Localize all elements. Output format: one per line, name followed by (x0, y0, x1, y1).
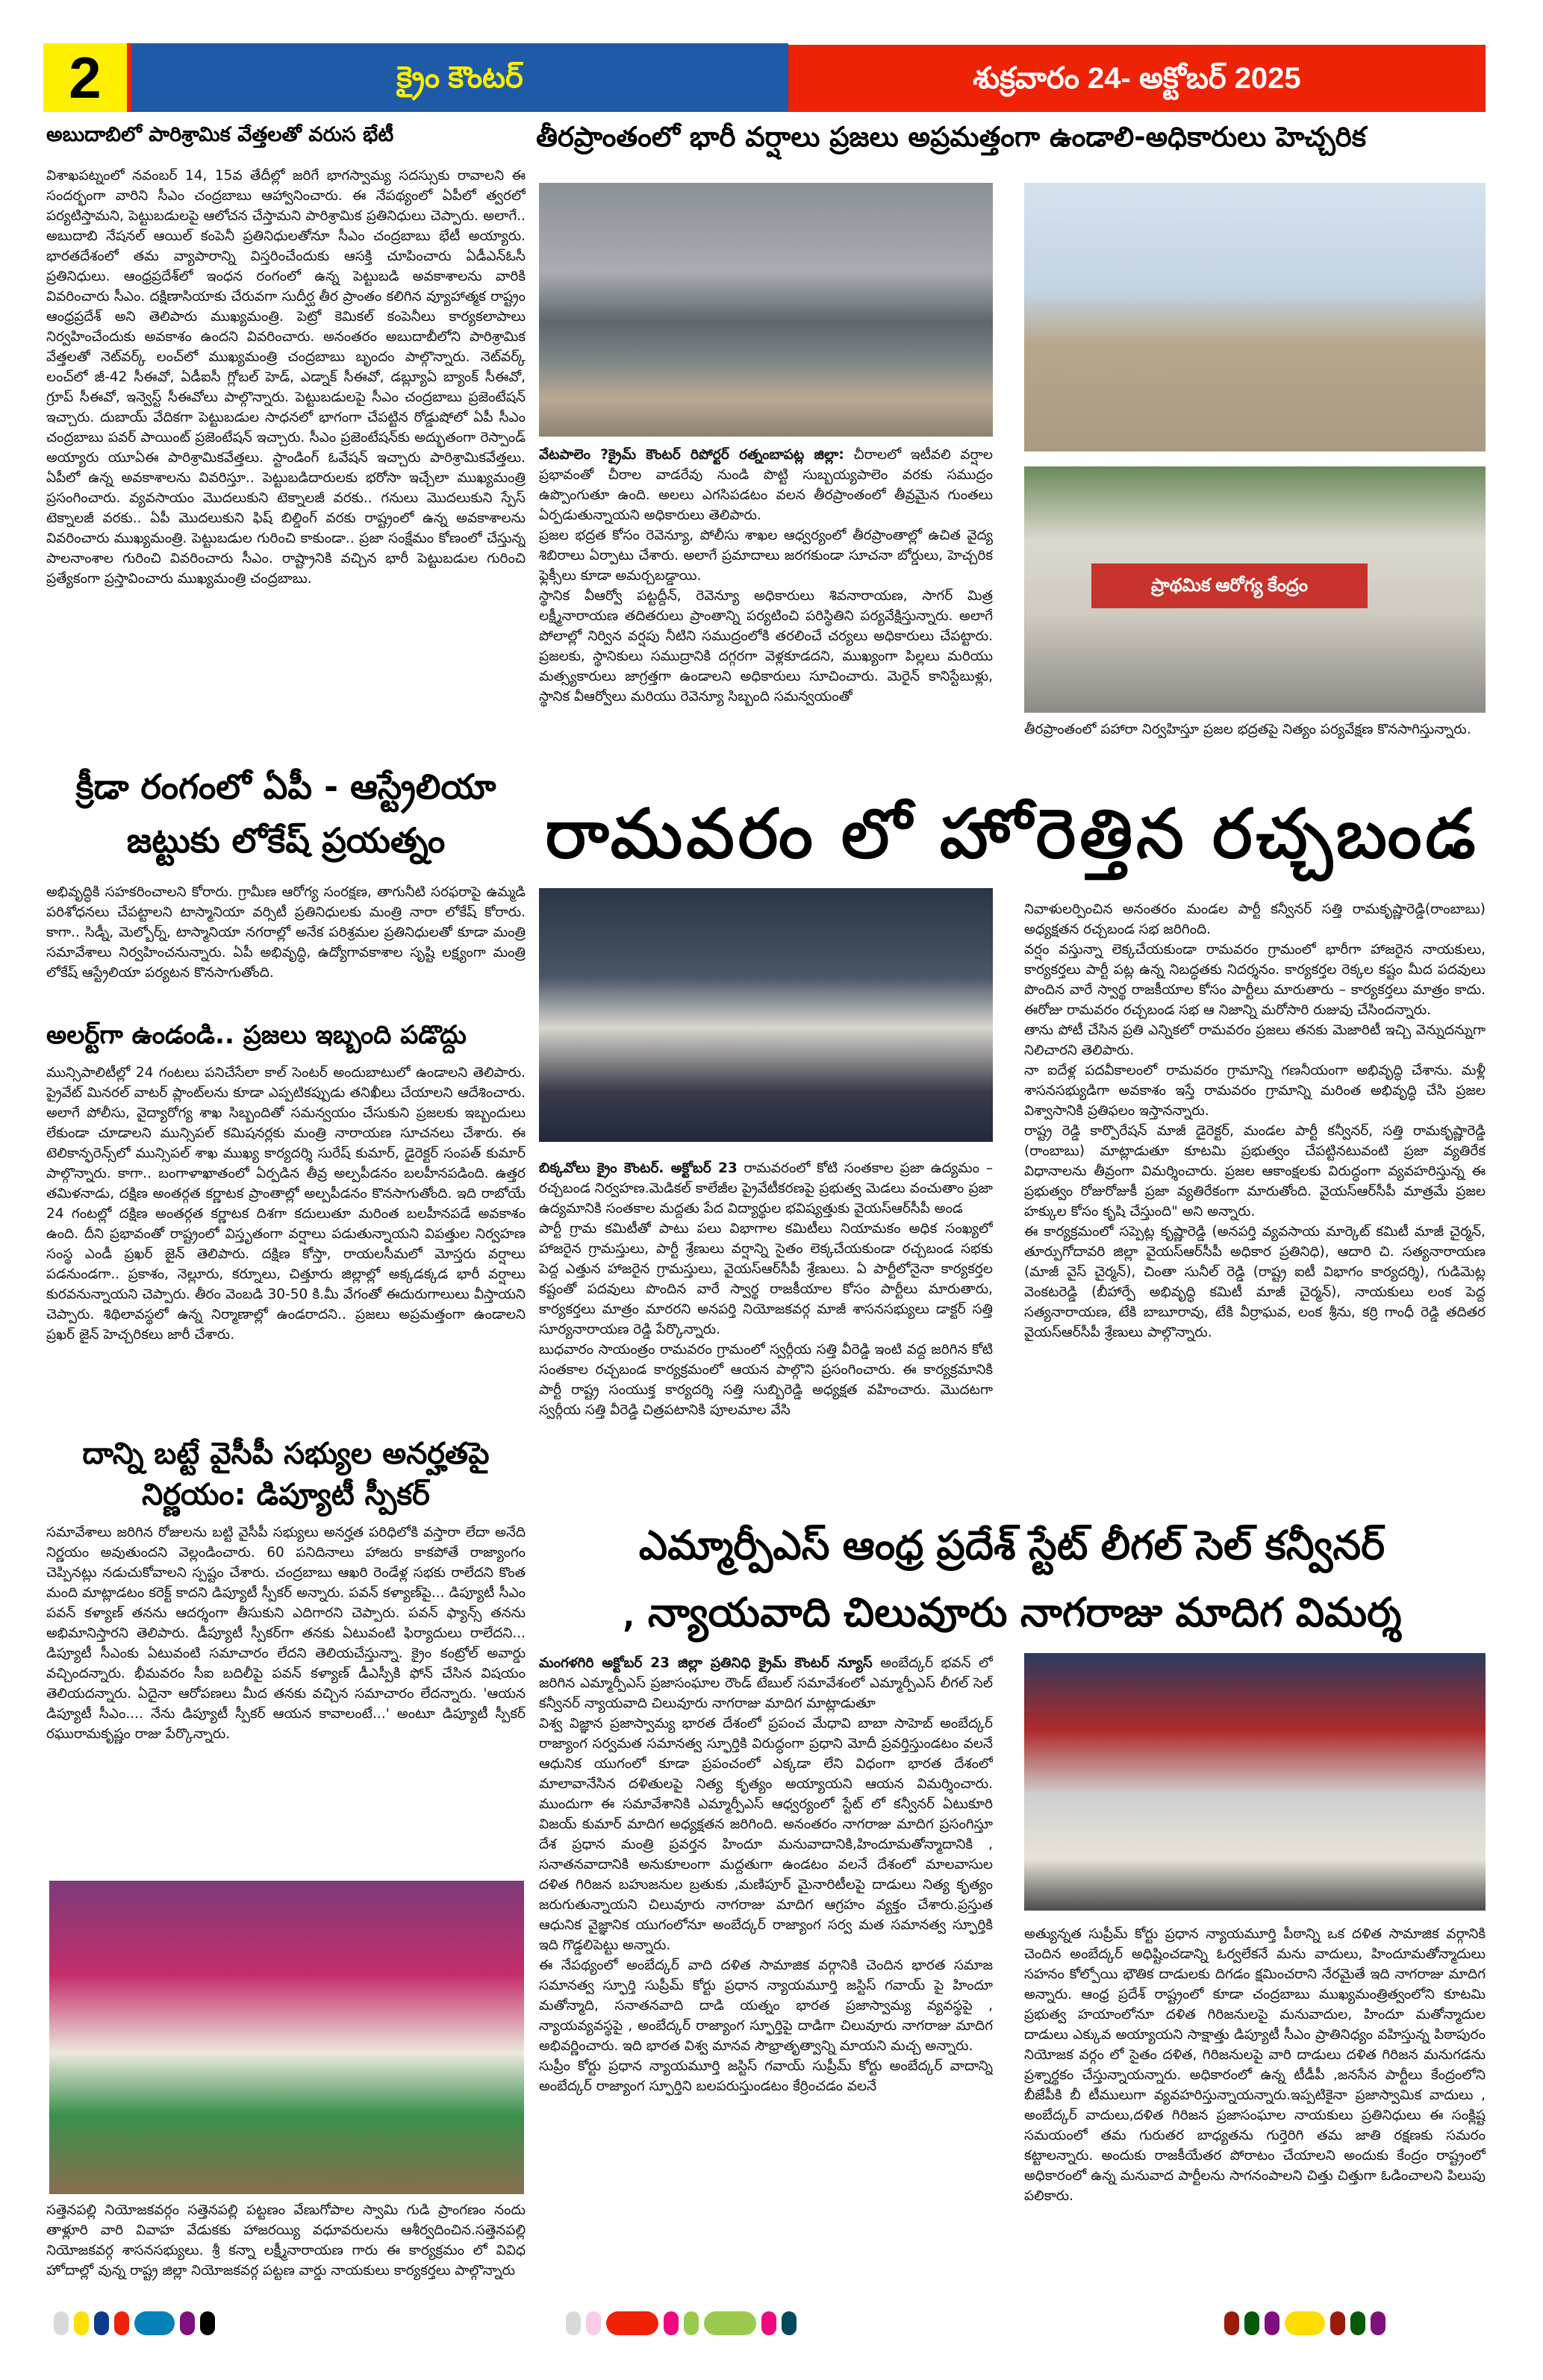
color-mark (200, 2311, 215, 2335)
color-mark (114, 2311, 129, 2335)
color-mark (782, 2311, 797, 2335)
wedding-photo-caption: సత్తెనపల్లి నియోజకవర్గం సత్తెనపల్లి పట్టణం వేణుగోపాల స్వామి గుడి ప్రాంగణం నందు తాళ్లూరి వారి వివాహ వేడుకకు హాజరయ్యి వధూవరులను ఆశీర్వదించిన.సత్తెనపల్లి నియోజకవర్గ శాసనసభ్యులు. శ్రీ కన్నా లక్ష్మీనారాయణ గారు ఈ కార్యక్రమం లో వివిధ హోదాల్లో వున్న రాష్ట్ర జిల్లా నియోజకవర్గ పట్టణ వార్డు నాయకులు కార్యకర్తలు పాల్గొన్నారు (46, 2202, 526, 2279)
article-paragraph: అంబేద్కర్ భవన్ లో జరిగిన ఎమ్మార్పీఎస్ ప్రజాసంఘాల రౌండ్ టేబుల్ సమావేశంలో ఎమ్మార్పీఎస్ లీగల్ సెల్ కన్వీనర్ న్యాయవాది చిలువూరు నాగరాజు మాదిగ మాట్లాడుతూ (539, 1655, 993, 1711)
article-paragraph: పార్టీ గ్రామ కమిటీతో పాటు పలు విభాగాల కమిటీలు నియామకం అధిక సంఖ్యలో హాజరైన గ్రామస్తులు, పార్టీ శ్రేణులు వర్షాన్ని సైతం లెక్కచేయకుండా రచ్చబండ సభకు పెద్ద ఎత్తున హాజరైన గ్రామస్తులు, వైయస్ఆర్‌సీపీ శ్రేణులు. ఏ పార్టీలోనైనా కార్యకర్తల కష్టంతో పదవులు పొందిన వారే స్వార్థ రాజకీయాల కోసం పార్టీలు మారుతారు, కార్యకర్తలు మాత్రం మారరని అనపర్తి నియోజకవర్గ మాజీ శాసనసభ్యులు డాక్టర్ సత్తి సూర్యనారాయణ రెడ్డి పేర్కొన్నారు. (539, 1221, 993, 1337)
headline-mrps: ఎమ్మార్పీఎస్ ఆంధ్ర ప్రదేశ్ స్టేట్ లీగల్ సెల్ కన్వీనర్ (638, 1522, 1385, 1569)
article-paragraph: వర్షం వస్తున్నా లెక్కచేయకుండా రామవరం గ్రామంలో భారీగా హాజరైన నాయకులు, కార్యకర్తలు పార్టీ పట్ల ఉన్న నిబద్ధతకు నిదర్శనం. కార్యకర్తల రెక్కల కష్టం మీద పదవులు పొందిన వారే స్వార్థ రాజకీయాల కోసం పార్టీలు మారుతారు – కార్యకర్తలు మాత్రం కాదు. ఈరోజు రామవరం రచ్చబండ సభ ఆ నిజాన్ని మరోసారి రుజువు చేసిందన్నారు. (1024, 942, 1486, 1018)
color-mark (1265, 2311, 1279, 2335)
color-mark (1330, 2311, 1345, 2335)
article-paragraph: చీరాలలో ఇటీవలి వర్షాల ప్రభావంతో చీరాల వాడరేవు నుండి పొట్టి సుబ్బయ్యపాలెం వరకు సముద్రం ఉప్పొంగుతూ ఉంది. అలలు ఎగసిపడటం వలన తీరప్రాంతంలో తీవ్రమైన గుంతలు ఏర్పడుతున్నాయని అధికారులు తెలిపారు. (539, 447, 993, 523)
article-paragraph: అభివృద్ధికి సహకరించాలని కోరారు. గ్రామీణ ఆరోగ్య సంరక్షణ, తాగునీటి సరఫరాపై ఉమ్మడి పరిశోధనలు చేపట్టాలని టాస్మానియా వర్సిటీ ప్రతినిధులకు మంత్రి నారా లోకేష్ కోరారు. కాగా.. సిడ్నీ, మెల్బోర్న్, టాస్మానియా నగరాల్లో అనేక పరిశ్రమల ప్రతినిధులతో కూడా మంత్రి సమావేశాలు నిర్వహించనున్నారు. ఏపీ అభివృద్ధి, ఉద్యోగావకాశాల సృష్టి లక్ష్యంగా మంత్రి లోకేష్ ఆస్ట్రేలియా పర్యటన కొనసాగుతోంది. (46, 884, 526, 981)
color-mark (704, 2311, 756, 2335)
article-paragraph: సమావేశాలు జరిగిన రోజులను బట్టి వైసీపీ సభ్యులు అనర్హత పరిధిలోకి వస్తారా లేదా అనేది నిర్ణయం అవుతుందని వెల్లండించారు. 60 పనిదినాలు హాజరు కాకపోతే రాజ్యాంగం చెప్పినట్లు నడుచుకోవాలని స్పష్టం చేశారు. చంద్రబాబు ఆఖరి రెండేళ్ల సభకు రాలేదని కొంత మంది మాట్లాడటం కరెక్ట్ కాదని డిప్యూటీ స్పీకర్ అన్నారు. పవన్ కళ్యాణ్‌పై... డిప్యూటీ సీఎం పవన్ కళ్యాణ్ తనను ఆదర్శంగా తీసుకుని ఎదిగారని చెప్పారు. పవన్ ఫ్యాన్స్ తనను అభిమానిస్తారని తెలిపారు. డీప్యూటీ స్పీకర్‌గా తనకు ఏటువంటి ఫిర్యాదులు రాలేదని... డిప్యూటీ సీఎంకు ఏటువంటి సమాచారం లేదని తెలియచేస్తున్నా. క్రైం కంట్రోల్ అవార్డు వచ్చిందన్నారు. భీమవరం సీఐ బదిలీపై పవన్ కళ్యాణ్ డీఎస్పీకి ఫోన్ చేసిన విషయం తెలియదన్నారు. ఏదైనా ఆరోపణలు మీద తనకు వచ్చిన సమాచారం లేదన్నారు. 'ఆయన డిప్యూటీ సీఎం.... నేను డిప్యూటీ స్పీకర్ ఆయన కావాలంటే...' అంటూ డిప్యూటీ స్పీకర్ రఘురామకృష్ణం రాజు పేర్కొన్నారు. (46, 1525, 526, 1742)
color-mark (1285, 2311, 1325, 2335)
article-coast (539, 445, 993, 779)
color-mark (664, 2311, 679, 2335)
medical-camp-photo (1024, 466, 1486, 713)
color-mark (74, 2311, 89, 2335)
article-paragraph: ప్రజల భద్రత కోసం రెవెన్యూ, పోలీసు శాఖల ఆధ్వర్యంలో తీరప్రాంతాల్లో ఉచిత వైద్య శిబిరాలు ఏర్పాటు చేశారు. అలాగే ప్రమాదాలు జరగకుండా సూచనా బోర్డులు, హెచ్చరిక ఫ్లెక్సీలు కూడా అమర్చబడ్డాయి. (539, 528, 993, 584)
dateline: బిక్కవోలు క్రైం కౌంటర్. అక్టోబర్ 23 (539, 1161, 738, 1176)
wedding-photo (49, 1881, 524, 2194)
paper-name: క్రైం కౌంటర్ (131, 43, 788, 112)
article-paragraph: మున్సిపాలిటీల్లో 24 గంటలు పనిచేసేలా కాల్ సెంటర్ అందుబాటులో ఉండాలని తెలిపారు. ప్రైవేట్ మినరల్ వాటర్ ప్లాంట్‌లను కూడా ఎప్పటికప్పుడు తనిఖీలు చేయాలని ఆదేశించారు. అలాగే పోలీసు, వైద్యారోగ్య శాఖ సిబ్బందితో సమన్వయం చేసుకుని ప్రజలకు ఇబ్బందులు లేకుండా చూడాలని మున్సిపల్ కమిషనర్లకు మంత్రి నారాయణ సూచనలు చేశారు. ఈ టెలికాన్ఫరెన్స్‌లో మున్సిపల్ శాఖ ముఖ్య కార్యదర్శి సురేష్ కుమార్, డైరెక్టర్ సంపత్ కుమార్ పాల్గొన్నారు. కాగా.. బంగాళాఖాతంలో ఏర్పడిన తీవ్ర అల్పపీడనం బలహీనపడింది. ఉత్తర తమిళనాడు, దక్షిణ అంతర్గత కర్ణాటక ప్రాంతాల్లో అల్పపీడనం కొనసాగుతోంది. ఇది రాబోయే 24 గంటల్లో దక్షిణ అంతర్గత కర్ణాటక దిశగా కదులుతూ మరింత బలహీనపడే అవకాశం ఉంది. దీని ప్రభావంతో రాష్ట్రంలో విస్తృతంగా వర్షాలు పడుతున్నాయని విపత్తుల నిర్వహణ సంస్థ ఎండీ ప్రఖర్ జైన్ తెలిపారు. దక్షిణ కోస్తా, రాయలసీమలో మోస్తరు వర్షాలు పడనుండగా.. ప్రకాశం, నెల్లూరు, కర్నూలు, చిత్తూరు జిల్లాల్లో అక్కడక్కడ భారీ వర్షాలు కురవనున్నాయని చెప్పారు. తీరం వెంబడి 30-50 కి.మీ వేగంతో ఈదురుగాలులు వీస్తాయని చెప్పారు. శిథిలావస్థలో ఉన్న నిర్మాణాల్లో ఉండరాదని.. ప్రజలు అప్రమత్తంగా ఉండాలని ప్రఖర్ జైన్ హెచ్చరికలు జారీ చేశారు. (46, 1065, 526, 1343)
article-mrps (539, 1653, 993, 2280)
color-mark (1224, 2311, 1239, 2335)
coast-photo-caption: తీరప్రాంతంలో పహారా నిర్వహిస్తూ ప్రజల భద్రతపై నిత్యం పర్యవేక్షణ కొనసాగిస్తున్నారు. (1024, 722, 1471, 737)
dateline: వేటపాలెం ?క్రైమ్ కౌంటర్ రిపోర్టర్ రత్నంబాపట్ల జిల్లా: (539, 447, 844, 463)
color-mark (1350, 2311, 1365, 2335)
headline-speaker-line2: నిర్ణయం: డిప్యూటీ స్పీకర్ (142, 1478, 430, 1512)
headline-alert: అలర్ట్‌గా ఉండండి.. ప్రజలు ఇబ్బంది పడొద్దు (46, 1020, 467, 1050)
page-number: 2 (43, 43, 131, 112)
color-mark (180, 2311, 195, 2335)
article-paragraph: రామవరంలో కోటి సంతకాల ప్రజా ఉద్యమం – రచ్చబండ నిర్వహణ.మెడికల్ కాలేజీల ప్రైవేటీకరణపై ప్రభుత్వ మెడలు వంచుతాం ప్రజా ఉద్యమానికి సంతకాల మద్దతు పేద విద్యార్థుల భవిష్యత్తుకు వైయస్ఆర్‌సీపీ అండ (539, 1161, 993, 1216)
color-mark (684, 2311, 699, 2335)
officials-beach-photo (1024, 183, 1486, 452)
article-sports (46, 882, 526, 1009)
headline-abudhabi: అబుదాబిలో పారిశ్రామిక వేత్తలతో వరుస భేటీ (46, 123, 394, 146)
color-mark (1371, 2311, 1385, 2335)
medical-camp-banner: ప్రాథమిక ఆరోగ్య కేంద్రం (1091, 563, 1368, 608)
article-paragraph: నా ఐదేళ్ల పదవీకాలంలో రామవరం గ్రామాన్ని గణనీయంగా అభివృద్ధి చేశాను. మళ్లీ శాసనసభ్యుడిగా అవకాశం ఇస్తే రామవరం గ్రామాన్ని మరింత అభివృద్ధి చేసి ప్రజల విశ్వాసానికి ప్రతిఫలం ఇస్తానన్నారు. (1024, 1063, 1486, 1119)
headline-speaker: దాన్ని బట్టే వైసీపీ సభ్యుల అనర్హతపై (82, 1437, 490, 1471)
article-paragraph: స్థానిక వీఆర్వో పట్టద్దీన్, రెవెన్యూ అధికారులు శివనారాయణ, సాగర్ మిత్ర లక్ష్మీనారాయణ తదితరులు ప్రాంతాన్ని పర్యటించి పరిస్థితిని పర్యవేక్షిస్తున్నారు. అలాగే పోలాల్లో నిర్విన వర్షపు నీటిని సముద్రంలోకి తరలించే చర్యలు అధికారులు చేపట్టారు. ప్రజలకు, స్థానికులు సముద్రానికి దగ్గరగా వెళ్లకూడదని, ముఖ్యంగా పిల్లలు మరియు మత్స్యకారులు జాగ్రత్తగా ఉండాలని అధికారులు సూచించారు. మెరైన్ కానిస్టేబుళ్లు, స్థానిక వీఆర్వోలు మరియు రెవెన్యూ సిబ్బంది సమన్వయంతో (539, 588, 993, 705)
article-paragraph: సుప్రీం కోర్టు ప్రధాన న్యాయమూర్తి జస్టిస్ గవాయ్ సుప్రీమ్ కోర్టు అంబేద్కర్ వాదాన్ని అంబేద్కర్ రాజ్యాంగ స్ఫూర్తిని బలపరుస్తుండటం కేర్రించడం వలనే (539, 2058, 993, 2094)
article-paragraph: రాష్ట్ర రెడ్డి కార్పొరేషన్ మాజీ డైరెక్టర్, మండల పార్టీ కన్వీనర్, సత్తి రామకృష్ణారెడ్డి (రాంబాబు) మాట్లాడుతూ కూటమి ప్రభుత్వం చేపట్టినటువంటి ప్రజా వ్యతిరేక విధానాలను తీవ్రంగా విమర్శించారు. ప్రజల ఆకాంక్షలకు విరుద్ధంగా వ్యవహరిస్తున్న ఈ ప్రభుత్వం రోజురోజుకీ ప్రజా వ్యతిరేకంగా మారుతోంది. వైయస్ఆర్‌సీపీ మాత్రమే ప్రజల హక్కుల కోసం కృషి చేస్తుంది" అని అన్నారు. (1024, 1123, 1486, 1219)
article-rachabanda (539, 1158, 993, 1509)
headline-sports-line2: జట్టుకు లోకేష్ ప్రయత్నం (126, 820, 446, 861)
article-alert (46, 1063, 526, 1436)
headline-rachabanda: రామవరం లో హోరెత్తిన రచ్చబండ (545, 794, 1479, 874)
article-paragraph: అత్యున్నత సుప్రీమ్ కోర్టు ప్రధాన న్యాయమూర్తి పీఠాన్ని ఒక దళిత సామాజిక వర్గానికి చెందిన అంబేద్కర్ అధిష్టించడాన్ని ఓర్వలేకనే మను వాదులు, హిందూమతోన్మాదులు సహనం కోల్పోయి భౌతిక దాడులకు దిగడం క్షమించరాని నేరమైతే ఇది నాగరాజు మాదిగ అన్నారు. ఆంధ్ర ప్రదేశ్ రాష్ట్రంలో కూడా చంద్రబాబు ముఖ్యమంత్రిత్వంలోని కూటమి ప్రభుత్వ హయాంలోనూ దళిత గిరిజనులపై మనువాదుల, హిందూ మతోన్మాదుల దాడులు ఎక్కువ అయ్యాయని సాక్షాత్తు డిప్యూటీ సీఎం ప్రాతినిధ్యం వహిస్తున్న పిఠాపురం నియోజక వర్గం లో సైతం దళిత, గిరిజనులపై వారి దాడులు దళిత గిరిజన మనుగడను ప్రశ్నార్థకం చేస్తున్నాయన్నారు. అధికారంలో ఉన్న టీడీపీ ,జనసేన పార్టీలు కేంద్రంలోని బీజేపీకి బీ టీములుగా వ్యవహరిస్తున్నాయన్నారు.ఇప్పటికైనా ప్రజాస్వామిక వాదులు , అంబేద్కర్ వాదులు,దళిత గిరిజన ప్రజాసంఘాల నాయకులు ప్రతినిధులు ఈ సంక్లిష్ట సమయంలో తమ గురుతర బాధ్యతను గుర్తెరిగి తమ జాతి రక్షణకు సమరం కట్టాలన్నారు. అందుకు రాజకీయేతర పోరాటం చేయాలని అందుకు కేంద్రం రాష్ట్రంలో అధికారంలో ఉన్న మనువాద పార్టీలను సాగనంపాలని చిత్తు చిత్తుగా ఓడించాలని పిలుపు పలికారు. (1024, 1926, 1486, 2204)
color-mark (606, 2311, 658, 2335)
article-paragraph: ఈ కార్యక్రమంలో సప్పెట్ల కృష్ణారెడ్డి (అనపర్తి వ్యవసాయ మార్కెట్ కమిటీ మాజీ చైర్మన్, తూర్పుగోదావరి జిల్లా వైయస్ఆర్‌సీపీ అధికార ప్రతినిధి), ఆదారి చి. సత్యనారాయణ (మాజీ వైస్ చైర్మన్), చింతా సునీల్ రెడ్డి (రాష్ట్ర ఐటీ విభాగం కార్యదర్శి), గుడిమెట్ల వెంకటరెడ్డి (బీహార్పే అభివృద్ధి కమిటీ మాజీ చైర్మన్), నాయకులు లంక పెద్ద సత్యనారాయణ, టేకి బాబూరావు, టేకి వీర్రాఘవ, లంక శ్రీను, కర్రి గాంధీ రెడ్డి తదితర వైయస్ఆర్‌సీపీ శ్రేణులు పాల్గొన్నారు. (1024, 1224, 1486, 1340)
headline-sports: క్రీడా రంగంలో ఏపీ - ఆస్ట్రేలియా (75, 766, 496, 807)
sea-waves-photo (539, 183, 993, 437)
headline-coast: తీరప్రాంతంలో భారీ వర్షాలు ప్రజలు అప్రమత్తంగా ఉండాలి-అధికారులు హెచ్చరిక (536, 121, 1367, 153)
color-mark (566, 2311, 581, 2335)
color-mark (761, 2311, 776, 2335)
article-mrps-continued (1024, 1924, 1486, 2281)
color-mark (134, 2311, 175, 2335)
article-speaker (46, 1522, 526, 1873)
mrps-group-photo (1024, 1653, 1486, 1911)
article-paragraph: విశ్వ విజ్ఞాన ప్రజాస్వామ్య భారత దేశంలో ప్రపంచ మేధావి బాబా సాహెబ్ అంబేద్కర్ రాజ్యాంగ సర్వమత సమానత్వ స్ఫూర్తికి విరుద్ధంగా ప్రధాని మోదీ ప్రవర్తిస్తుండటం వలనే ఆధునిక యుగంలో కూడా ప్రపంచంలో ఎక్కడా లేని విధంగా భారత దేశంలో మాలావానేసిన దళితులపై నిత్య కృత్యం అయ్యాయని ఆయన విమర్శించారు. ముందుగా ఈ సమావేశానికి ఎమ్మార్పీఎస్ ఆధ్వర్యంలో స్టేట్ లో కన్వీనర్ ఏటుకూరి విజయ్ కుమార్ మాదిగ అధ్యక్షతన జరిగింది. అనంతరం నాగరాజు మాదిగ ప్రసంగిస్తూ దేశ ప్రధాన మంత్రి ప్రవర్తన హిందూ మనువాదానికి,హిందూమతోన్మాదానికి , సనాతనవాదానికి అనుకూలంగా మద్దతుగా ఉండటం వలనే దేశంలో మాలవాసుల దళిత గిరిజన బహుజనుల బ్రతుకు ,మణిపూర్ మైనారిటీలపై దాడులు నిత్య కృత్యం జరుగుతున్నాయని చిలువూరు నాగరాజు మాదిగ ఆగ్రహం వ్యక్తం చేశారు.ప్రస్తుత ఆధునిక వైజ్ఞానిక యుగంలోనూ అంబేద్కర్ రాజ్యాంగ సర్వ మత సమానత్వ స్ఫూర్తికి ఇది గొడ్డలిపెట్టు అన్నారు. (539, 1716, 993, 1953)
article-paragraph: తాను పోటీ చేసిన ప్రతి ఎన్నికలో రామవరం ప్రజలు తనకు మెజారిటీ ఇచ్చి వెన్నుదన్నుగా నిలిచారని తెలిపారు. (1024, 1022, 1486, 1058)
rachabanda-meeting-photo (539, 888, 993, 1142)
article-abudhabi (46, 166, 526, 759)
article-paragraph: బుధవారం సాయంత్రం రామవరం గ్రామంలో స్వర్గీయ సత్తి వీరెడ్డి ఇంటి వద్ద జరిగిన కోటి సంతకాల రచ్చబండ కార్యక్రమంలో ఆయన పాల్గొని ప్రసంగించారు. ఈ కార్యక్రమానికి పార్టీ రాష్ట్ర సంయుక్త కార్యదర్శి సత్తి సుబ్బిరెడ్డి అధ్యక్షత వహించారు. మొదటగా స్వర్గీయ సత్తి వీరెడ్డి చిత్రపటానికి పూలమాల వేసి (539, 1342, 993, 1418)
headline-mrps-line2: , న్యాయవాది చిలువూరు నాగరాజు మాదిగ విమర్శ (622, 1589, 1402, 1636)
color-mark (1244, 2311, 1259, 2335)
article-paragraph: నివాళులర్పించిన అనంతరం మండల పార్టీ కన్వీనర్ సత్తి రామకృష్ణారెడ్డి(రాంబాబు) అధ్యక్షతన రచ్చబండ సభ జరిగింది. (1024, 902, 1486, 937)
dateline: మంగళగిరి అక్టోబర్ 23 జిల్లా ప్రతినిధి క్రైమ్ కౌంటర్ న్యూస్ (539, 1655, 873, 1671)
color-mark (94, 2311, 109, 2335)
article-paragraph: ఈ నేపథ్యంలో అంబేద్కర్ వాది దళిత సామాజిక వర్గానికి చెందిన భారత సమాజ సమానత్వ స్ఫూర్తి సుప్రీమ్ కోర్టు ప్రధాన న్యాయమూర్తి జస్టిస్ గవాయ్ పై హిందూ మతోన్మాది, సనాతనవాది దాడి యత్నం భారత ప్రజాస్వామ్య వ్యవస్థపై , న్యాయవ్యవస్థపై , అంబేద్కర్ రాజ్యాంగ స్ఫూర్తిపై దాడిగా చిలువూరు నాగరాజు మాదిగ అభివర్ణించారు. ఇది భారత విశ్వ మానవ సౌభ్రాతృత్వాన్ని మాయని మచ్చ అన్నారు. (539, 1958, 993, 2054)
color-mark (54, 2311, 69, 2335)
issue-date: శుక్రవారం 24- అక్టోబర్ 2025 (788, 45, 1486, 112)
color-mark (586, 2311, 601, 2335)
article-rachabanda-continued (1024, 899, 1486, 1510)
article-paragraph: విశాఖపట్నంలో నవంబర్ 14, 15వ తేదీల్లో జరిగే భాగస్వామ్య సదస్సుకు రావాలని ఈ సందర్భంగా వారిని సీఎం చంద్రబాబు ఆహ్వానించారు. ఈ నేపథ్యంలో ఏపీలో త్వరలో పర్యటిస్తామని, పెట్టుబడులపై ఆలోచన చేస్తామని పారిశ్రామిక ప్రతినిధులు చెప్పారు. అలాగే.. అబుదాబి నేషనల్ ఆయిల్ కంపెనీ ప్రతినిధులతోనూ సీఎం చంద్రబాబు భేటీ అయ్యారు. భారతదేశంలో తమ వ్యాపారాన్ని విస్తరించేందుకు ఆసక్తి చూపించారు ఏడీఎన్ఓసీ ప్రతినిధులు. ఆంధ్రప్రదేశ్‌లో ఇంధన రంగంలో ఉన్న పెట్టుబడి అవకాశాలను వారికి వివరించారు సీఎం. దక్షిణాసియాకు చేరువగా సుదీర్ఘ తీర ప్రాంతం కలిగిన వ్యూహాత్మక రాష్ట్రం ఆంధ్రప్రదేశ్ అని తెలిపారు ముఖ్యమంత్రి. పెట్రో కెమికల్ కంపెనీలు కార్యకలాపాలు నిర్వహించేందుకు అవకాశం ఉందని వివరించారు. అనంతరం అబుదాబీలోని పారిశ్రామిక వేత్తలతో నెట్‌వర్క్ లంచ్‌లో ముఖ్యమంత్రి చంద్రబాబు బృందం పాల్గొన్నారు. నెట్‌వర్క్ లంచ్‌లో జీ-42 సీఈవో, ఏడీఐసీ గ్లోబల్ హెడ్, ఎడ్నాక్ సీఈవో, డబ్ల్యూఏ బ్యాంక్ సీఈవో, గ్రూప్ సీఈవో, ఇన్వెస్ట్ సీఈవోలు పాల్గొన్నారు. పెట్టుబడులపై సీఎం చంద్రబాబు ప్రజెంటేషన్ ఇచ్చారు. దుబాయ్ వేదికగా పెట్టుబడుల సాధనలో భాగంగా చేపట్టిన రోడ్డుషోలో ఏపీ సీఎం చంద్రబాబు పవర్ పాయింట్ ప్రజెంటేషన్ ఇచ్చారు. సీఎం ప్రజెంటేషన్‌కు అద్భుతంగా రెస్పాండ్ అయ్యారు యూఏఈ పారిశ్రామికవేత్తలు. స్టాండింగ్ ఓవేషన్ ఇచ్చారు పారిశ్రామికవేత్తలు. ఏపీలో ఉన్న అవకాశాలను వివరిస్తూ.. పెట్టుబడిదారులకు భరోసా ఇచ్చేలా ముఖ్యమంత్రి ప్రసంగించారు. వ్యవసాయం మొదలుకుని టెక్నాలజీ వరకు.. గనులు మొదలుకుని స్పేస్ టెక్నాలజీ వరకు.. ఏపీ మొదలుకుని ఫిష్ బిల్డింగ్ వరకు రాష్ట్రంలో ఉన్న అవకాశాలను వివరించారు ముఖ్యమంత్రి. పెట్టుబడుల గురించి కాకుండా.. ప్రజా సంక్షేమం కోణంలో చేస్తున్న పాలనాంశాల గురించి వివరించారు సీఎం. రాష్ట్రానికి వచ్చిన భారీ పెట్టుబడుల గురించి ప్రత్యేకంగా ప్రస్తావించారు ముఖ్యమంత్రి చంద్రబాబు. (46, 168, 526, 587)
